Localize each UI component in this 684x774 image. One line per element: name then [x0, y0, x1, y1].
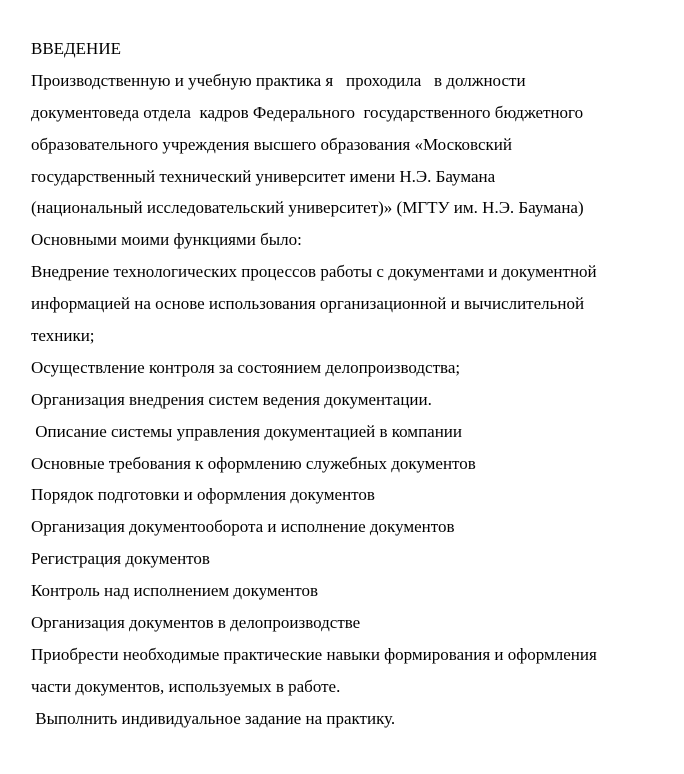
paragraph-line: государственный технический университет имени Н.Э. Баумана: [31, 166, 496, 186]
topic-line: Основные требования к оформлению служебных документов: [31, 453, 476, 473]
paragraph-line: (национальный исследовательский университет)» (МГТУ им. Н.Э. Баумана): [31, 198, 584, 218]
document-page: [31, 33, 671, 735]
function-item-line: информацией на основе использования организационной и вычислительной: [31, 294, 585, 314]
topic-line: Контроль над исполнением документов: [31, 581, 318, 601]
document-heading: ВВЕДЕНИЕ: [31, 39, 121, 58]
goal-line: части документов, используемых в работе.: [31, 676, 341, 696]
goal-line: Приобрести необходимые практические навыки формирования и оформления: [31, 644, 597, 664]
paragraph-line: образовательного учреждения высшего образования «Московский: [31, 134, 512, 154]
topic-line: Порядок подготовки и оформления документов: [31, 485, 375, 505]
topic-line: Организация документооборота и исполнение документов: [31, 517, 455, 537]
function-item-line: Внедрение технологических процессов работы с документами и документной: [31, 262, 597, 282]
function-item-line: техники;: [31, 326, 95, 346]
topic-line: Описание системы управления документацией в компании: [31, 421, 463, 441]
goal-line: Выполнить индивидуальное задание на практику.: [31, 708, 396, 728]
paragraph-line: документоведа отдела кадров Федерального государственного бюджетного: [31, 102, 584, 122]
functions-intro-line: Основными моими функциями было:: [31, 230, 302, 250]
function-item-line: Организация внедрения систем ведения документации.: [31, 389, 432, 409]
topic-line: Регистрация документов: [31, 549, 210, 569]
topic-line: Организация документов в делопроизводстве: [31, 613, 361, 633]
paragraph-line: Производственную и учебную практика я проходила в должности: [31, 70, 526, 90]
function-item-line: Осуществление контроля за состоянием делопроизводства;: [31, 357, 461, 377]
